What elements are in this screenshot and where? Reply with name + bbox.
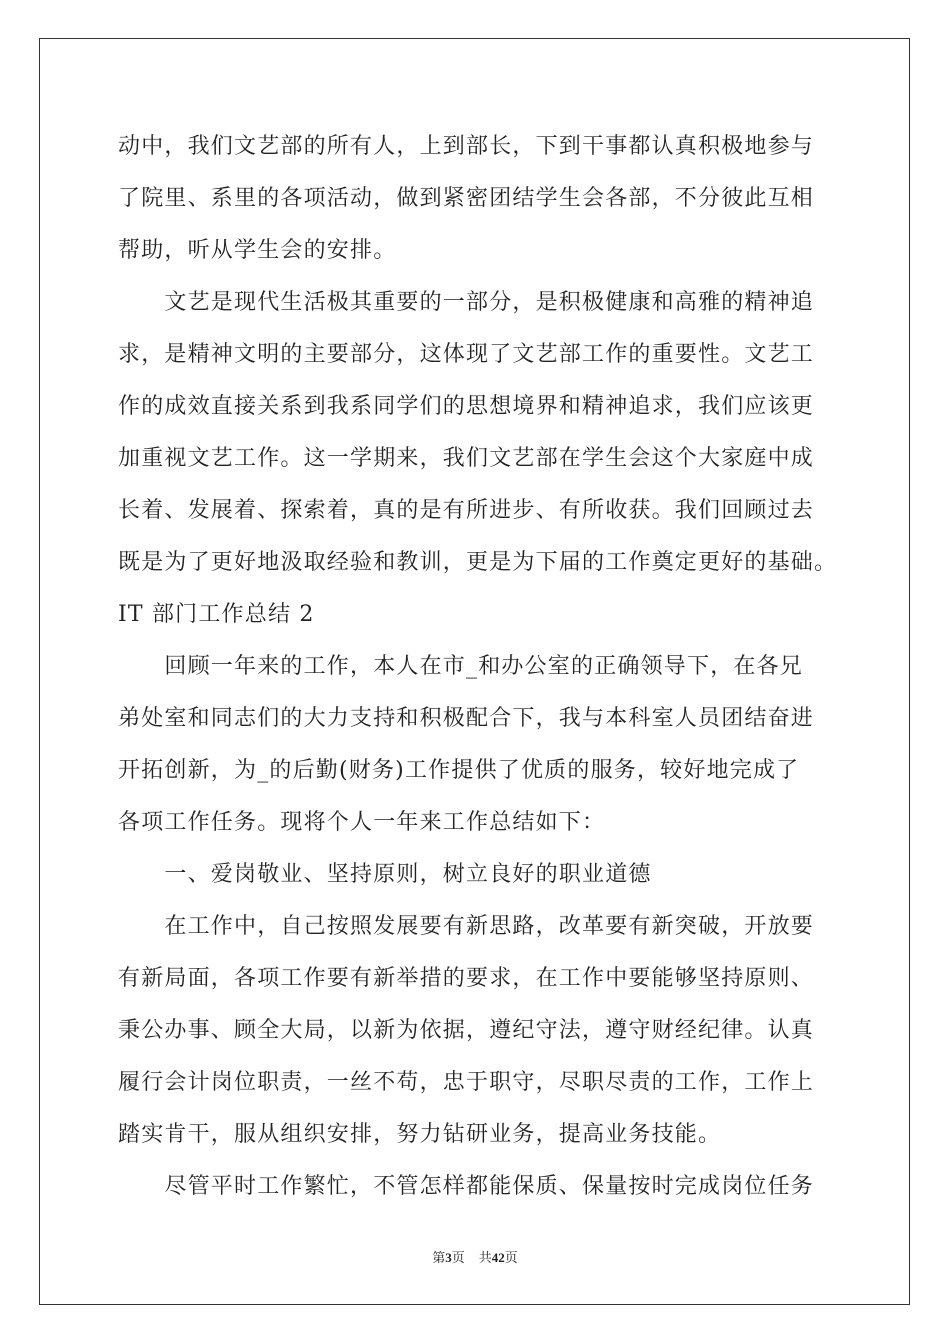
current-page-number: 3: [445, 1250, 452, 1265]
text-line: 加重视文艺工作。这一学期来，我们文艺部在学生会这个大家庭中成: [118, 446, 815, 471]
text-line: 在工作中，自己按照发展要有新思路，改革要有新突破，开放要: [118, 914, 815, 939]
text-line: 长着、发展着、探索着，真的是有所进步、有所收获。我们回顾过去: [118, 498, 815, 523]
subheading: 一、爱岗敬业、坚持原则，树立良好的职业道德: [118, 862, 652, 887]
text-line: 动中，我们文艺部的所有人，上到部长，下到干事都认真积极地参与: [118, 134, 815, 159]
text-line: 求，是精神文明的主要部分，这体现了文艺部工作的重要性。文艺工: [118, 342, 815, 367]
footer-prefix: 第: [432, 1250, 446, 1265]
text-line: 了院里、系里的各项活动，做到紧密团结学生会各部，不分彼此互相: [118, 186, 815, 211]
text-line: 尽管平时工作繁忙，不管怎样都能保质、保量按时完成岗位任务: [118, 1174, 815, 1199]
text-line: 回顾一年来的工作，本人在市_和办公室的正确领导下，在各兄: [118, 654, 804, 679]
text-line: 帮助，听从学生会的安排。: [118, 238, 397, 263]
text-line: 各项工作任务。现将个人一年来工作总结如下：: [118, 810, 606, 835]
text-line: 有新局面，各项工作要有新举措的要求，在工作中要能够坚持原则、: [118, 966, 815, 991]
footer-page-unit: 页: [451, 1250, 465, 1265]
page-footer: [0, 1247, 950, 1266]
text-line: 履行会计岗位职责，一丝不苟，忠于职守，尽职尽责的工作，工作上: [118, 1070, 815, 1095]
text-line: 弟处室和同志们的大力支持和积极配合下，我与本科室人员团结奋进: [118, 706, 815, 731]
text-line: 既是为了更好地汲取经验和教训，更是为下届的工作奠定更好的基础。: [118, 550, 838, 575]
total-pages-number: 42: [491, 1250, 505, 1265]
footer-total-prefix: 共: [478, 1250, 492, 1265]
text-line: 开拓创新，为_的后勤(财务)工作提供了优质的服务，较好地完成了: [118, 758, 800, 783]
document-body: [118, 121, 838, 1213]
text-line: 文艺是现代生活极其重要的一部分，是积极健康和高雅的精神追: [118, 290, 815, 315]
footer-total-unit: 页: [504, 1250, 518, 1265]
text-line: 踏实肯干，服从组织安排，努力钻研业务，提高业务技能。: [118, 1122, 722, 1147]
text-line: 作的成效直接关系到我系同学们的思想境界和精神追求，我们应该更: [118, 394, 815, 419]
text-line: 秉公办事、顾全大局，以新为依据，遵纪守法，遵守财经纪律。认真: [118, 1018, 815, 1043]
section-heading: IT 部门工作总结 2: [118, 602, 315, 627]
